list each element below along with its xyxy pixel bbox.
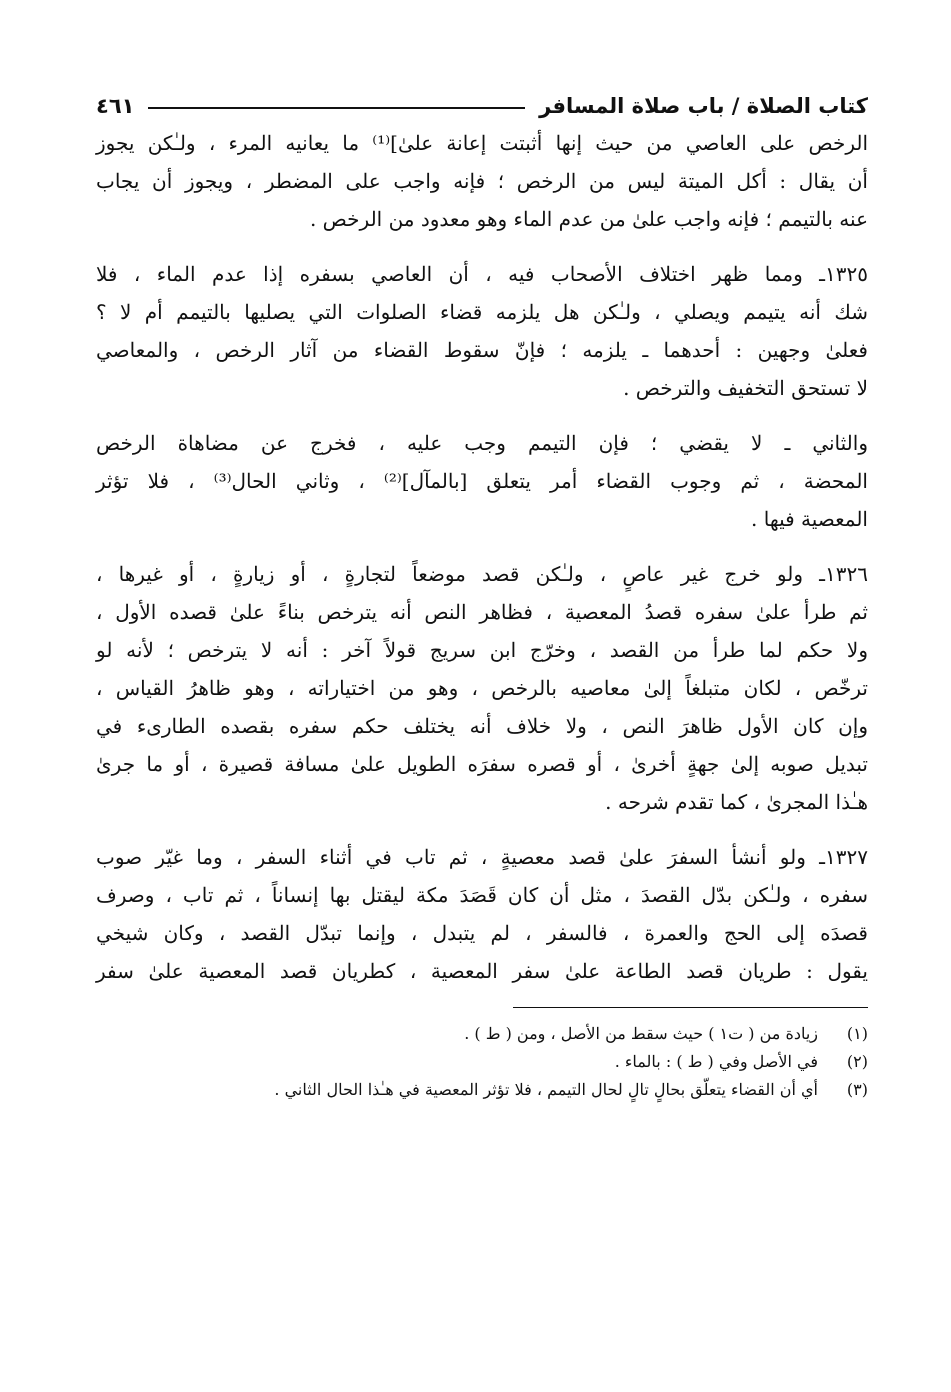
text-line: ١٣٢٦ـ ولو خرج غير عاصٍ ، ولـٰكن قصد موضعاً لتجارةٍ ، أو زيارةٍ ، أو غيرها ، <box>96 562 868 586</box>
text-line: قصدَه إلى الحج والعمرة ، فالسفر ، لم يتبدل ، وإنما تبدّل القصد ، وكان شيخي <box>96 921 868 945</box>
footnote-item <box>96 1076 868 1104</box>
paragraph-second-view <box>96 424 868 538</box>
footnotes <box>96 1020 868 1104</box>
footnote-item <box>96 1048 868 1076</box>
text-line: ترخّص ، لكان متبلغاً إلىٰ معاصيه بالرخص ، وهو من اختياراته ، وهو ظاهرُ القياس ، <box>96 676 868 700</box>
text-line: ١٣٢٧ـ ولو أنشأ السفرَ علىٰ قصد معصيةٍ ، ثم تاب في أثناء السفر ، وما غيّر صوب <box>96 845 868 869</box>
footnote-text: أي أن القضاء يتعلّق بحالٍ تالٍ لحال التيمم ، فلا تؤثر المعصية في هـٰذا الحال الثاني . <box>274 1080 818 1099</box>
text-line: يقول : طريان قصد الطاعة علىٰ سفر المعصية ، كطريان قصد المعصية علىٰ سفر <box>96 959 868 983</box>
text-line: والثاني ـ لا يقضي ؛ فإن التيمم وجب عليه ، فخرج عن مضاهاة الرخص <box>96 431 868 455</box>
text-line: تبديل صوبه إلىٰ جهةٍ أخرىٰ ، أو قصره سفرَه الطويل علىٰ مسافة قصيرة ، أو ما جرىٰ <box>96 752 868 776</box>
paragraph-1327 <box>96 838 868 990</box>
text-line: هـٰذا المجرىٰ ، كما تقدم شرحه . <box>605 790 868 814</box>
footnote-mark: (١) <box>846 1024 868 1043</box>
text-line: المعصية فيها . <box>751 507 868 531</box>
book-page <box>96 80 868 1104</box>
text-line: شك أنه يتيمم ويصلي ، ولـٰكن هل يلزمه قضاء الصلوات التي يصليها بالتيمم أم لا ؟ <box>96 300 868 324</box>
text-line: أن يقال : أكل الميتة ليس من الرخص ؛ فإنه واجب على المضطر ، ويجوز أن يجاب <box>96 169 868 193</box>
text-line: ثم طرأ علىٰ سفره قصدُ المعصية ، فظاهر النص أنه يترخص بناءً علىٰ قصده الأول ، <box>96 600 869 624</box>
chapter-title: كتاب الصلاة / باب صلاة المسافر <box>539 94 868 118</box>
text-line: المحضة ، ثم وجوب القضاء أمر يتعلق [بالمآل]⁽²⁾ ، وثاني الحال⁽³⁾ ، فلا تؤثر <box>96 469 868 493</box>
paragraph-1 <box>96 124 868 238</box>
header-rule <box>148 107 525 109</box>
footnote-mark: (٢) <box>846 1052 868 1071</box>
text-line: وإن كان الأول ظاهرَ النص ، ولا خلاف أنه يختلف حكم سفره بقصده الطارىء في <box>96 714 868 738</box>
footnote-text: في الأصل وفي ( ط ) : بالماء . <box>614 1052 818 1071</box>
text-line: سفره ، ولـٰكن بدّل القصدَ ، مثل أن كان قَصَدَ مكة ليقتل بها إنساناً ، ثم تاب ، وصرف <box>96 883 868 907</box>
footnote-item <box>96 1020 868 1048</box>
text-line: ١٣٢٥ـ ومما ظهر اختلاف الأصحاب فيه ، أن العاصي بسفره إذا عدم الماء ، فلا <box>96 262 868 286</box>
running-header <box>96 80 868 118</box>
text-line: فعلىٰ وجهين : أحدهما ـ يلزمه ؛ فإنّ سقوط القضاء من آثار الرخص ، والمعاصي <box>96 338 868 362</box>
page-number: ٤٦١ <box>96 94 135 118</box>
text-line: ولا حكم لما طرأ من القصد ، وخرّج ابن سريج قولاً آخر : أنه لا يترخص ؛ لأنه لو <box>96 638 868 662</box>
footnote-mark: (٣) <box>846 1080 868 1099</box>
text-line: لا تستحق التخفيف والترخص . <box>623 376 868 400</box>
main-text <box>96 124 868 990</box>
footnote-separator <box>513 1007 868 1008</box>
paragraph-1326 <box>96 555 868 821</box>
paragraph-1325 <box>96 255 868 407</box>
text-line: عنه بالتيمم ؛ فإنه واجب علىٰ من عدم الماء وهو معدود من الرخص . <box>309 207 868 231</box>
footnote-text: زيادة من ( ت١ ) حيث سقط من الأصل ، ومن ( ط ) . <box>464 1024 818 1043</box>
text-line: الرخص على العاصي من حيث إنها أثبتت إعانة علىٰ]⁽¹⁾ ما يعانيه المرء ، ولـٰكن يجوز <box>96 131 869 155</box>
